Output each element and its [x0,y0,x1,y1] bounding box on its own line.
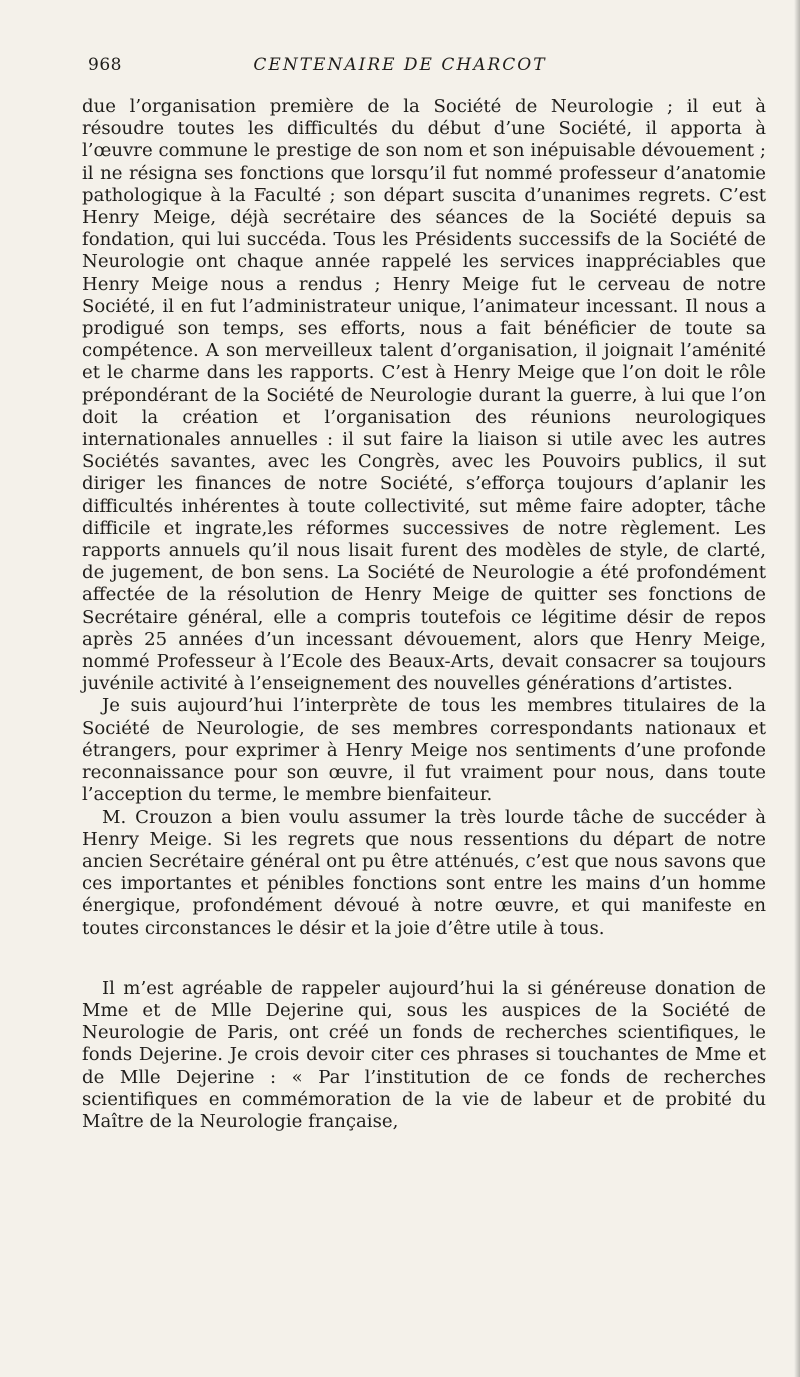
body-text [82,96,766,1133]
page-edge-shadow [794,0,800,1377]
page-header [0,55,800,85]
page-number: 968 [88,55,122,75]
paragraph-3: M. Crouzon a bien voulu assumer la très lourde tâche de succéder à Henry Meige. Si les regrets que nous ressentions du départ de notre ancien Secrétaire général ont pu être atténués, c’est que nous savons que ces importantes et pénibles fonctions sont entre les mains d’un homme énergique, profondément dévoué à notre œuvre, et qui manifeste en toutes circonstances le désir et la joie d’être utile à tous. [82,806,766,939]
running-title: CENTENAIRE DE CHARCOT [253,55,547,75]
section-gap [82,940,766,978]
paragraph-2: Je suis aujourd’hui l’interprète de tous les membres titulaires de la Société de Neurologie, de ses membres correspondants nationaux et étrangers, pour exprimer à Henry Meige nos sentiments d’une profonde reconnaissance pour son œuvre, il fut vraiment pour nous, dans toute l’acception du terme, le membre bienfaiteur. [82,695,766,806]
paragraph-4: Il m’est agréable de rappeler aujourd’hui la si généreuse donation de Mme et de Mlle Dejerine qui, sous les auspices de la Société de Neurologie de Paris, ont créé un fonds de recherches scientifiques, le fonds Dejerine. Je crois devoir citer ces phrases si touchantes de Mme et de Mlle Dejerine : « Par l’institution de ce fonds de recherches scientifiques en commémoration de la vie de labeur et de probité du Maître de la Neurologie française, [82,977,766,1132]
paragraph-1: due l’organisation première de la Société de Neurologie ; il eut à résoudre toutes les difficultés du début d’une Société, il apporta à l’œuvre commune le prestige de son nom et son inépuisable dévouement ; il ne résigna ses fonctions que lorsqu’il fut nommé professeur d’anatomie pathologique à la Faculté ; son départ suscita d’unanimes regrets. C’est Henry Meige, déjà secrétaire des séances de la Société depuis sa fondation, qui lui succéda. Tous les Présidents successifs de la Société de Neurologie ont chaque année rappelé les services inappréciables que Henry Meige nous a rendus ; Henry Meige fut le cerveau de notre Société, il en fut l’administrateur unique, l’animateur incessant. Il nous a prodigué son temps, ses efforts, nous a fait bénéficier de toute sa compétence. A son merveilleux talent d’organisation, il joignait l’aménité et le charme dans les rapports. C’est à Henry Meige que l’on doit le rôle prépondérant de la Société de Neurologie durant la guerre, à lui que l’on doit la création et l’organisation des réunions neurologiques internationales annuelles : il sut faire la liaison si utile avec les autres Sociétés savantes, avec les Congrès, avec les Pouvoirs publics, il sut diriger les finances de notre Société, s’efforça toujours d’aplanir les difficultés inhérentes à toute collectivité, sut même faire adopter, tâche difficile et ingrate,les réformes successives de notre règlement. Les rapports annuels qu’il nous lisait furent des modèles de style, de clarté, de jugement, de bon sens. La Société de Neurologie a été profondément affectée de la résolution de Henry Meige de quitter ses fonctions de Secrétaire général, elle a compris toutefois ce légitime désir de repos après 25 années d’un incessant dévouement, alors que Henry Meige, nommé Professeur à l’Ecole des Beaux-Arts, devait consacrer sa toujours juvénile activité à l’enseignement des nouvelles générations d’artistes. [82,96,766,695]
